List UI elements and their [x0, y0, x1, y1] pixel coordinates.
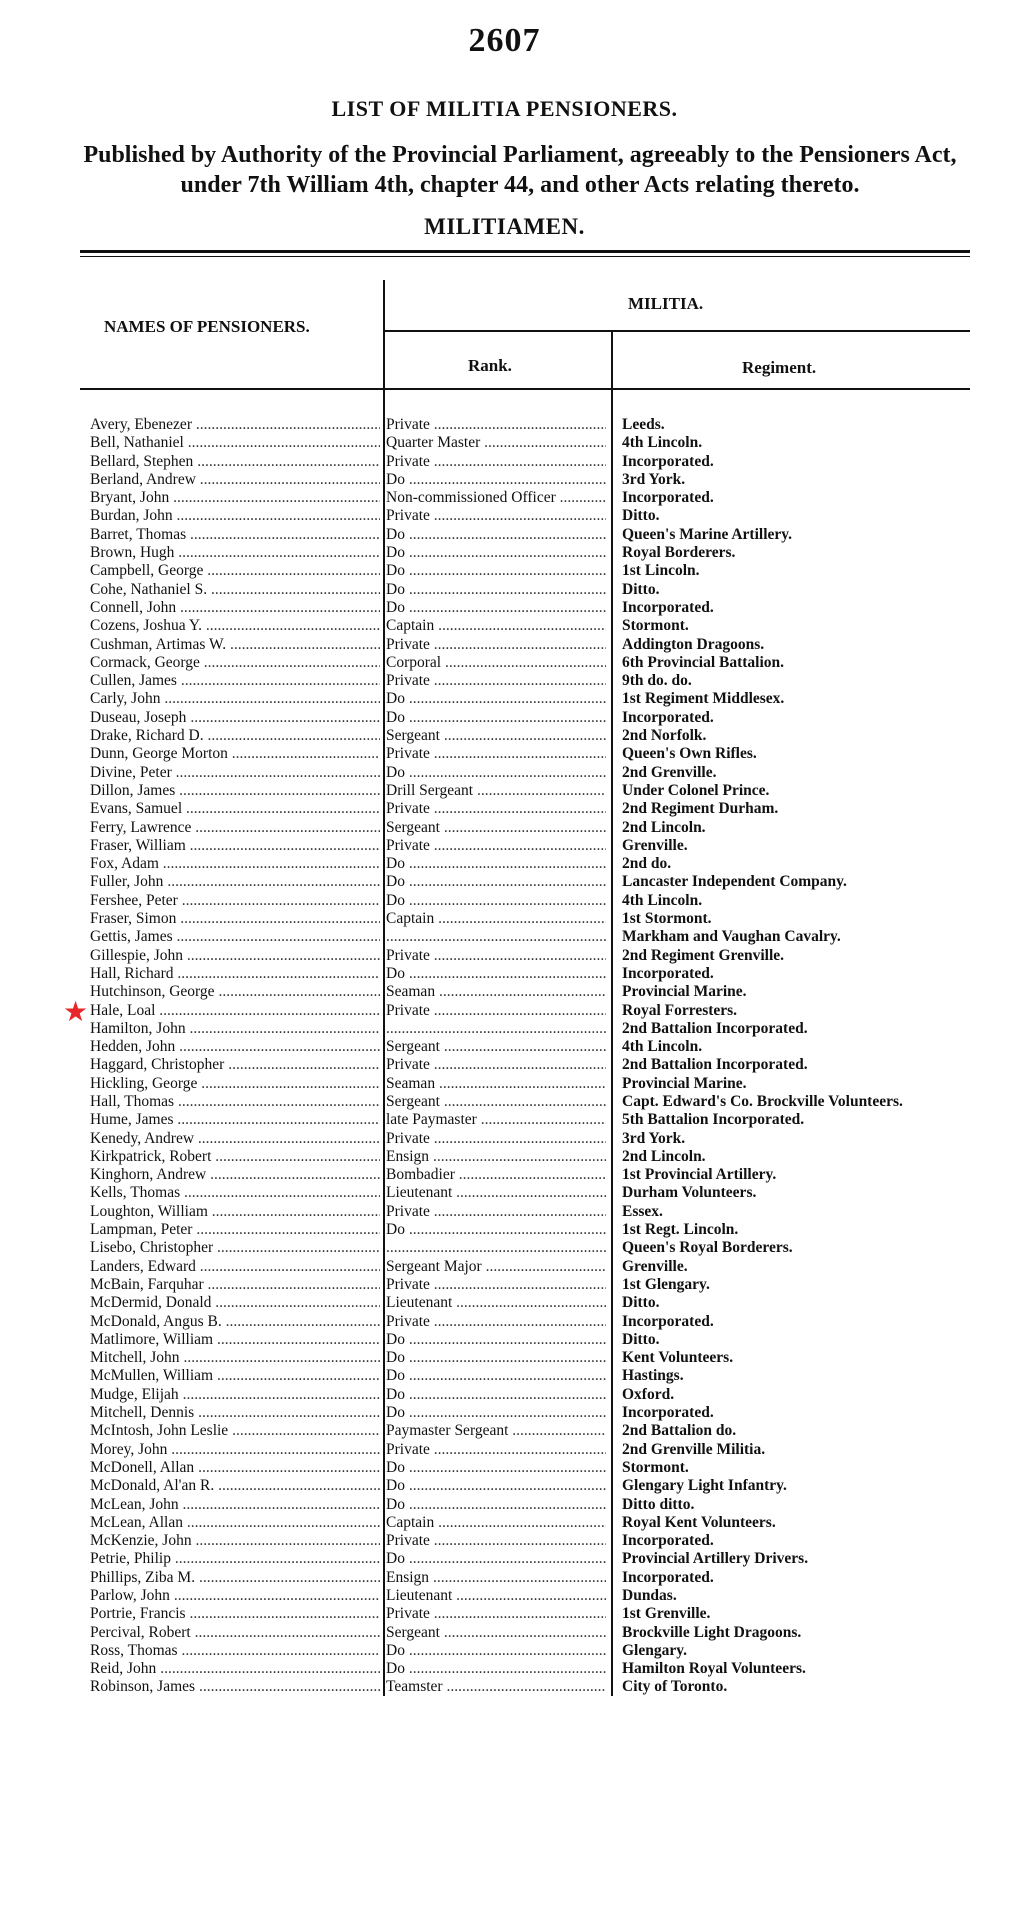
pensioner-rank: Sergeant ..... — [386, 727, 606, 745]
pensioner-name: McLean, John ..... — [90, 1496, 380, 1514]
names-header: NAMES OF PENSIONERS. — [104, 317, 310, 336]
pensioner-regiment: 6th Provincial Battalion. — [622, 653, 785, 671]
pensioner-name: Cohe, Nathaniel S. ..... — [90, 581, 380, 599]
pensioner-regiment: 1st Stormont. — [622, 910, 712, 928]
pensioner-rank: Sergeant ..... — [386, 819, 606, 837]
pensioner-name: Kirkpatrick, Robert ..... — [90, 1148, 380, 1166]
pensioner-name: McDermid, Donald ..... — [90, 1294, 380, 1312]
pensioner-rank: Teamster ..... — [386, 1678, 606, 1696]
pensioner-name: Duseau, Joseph ..... — [90, 709, 380, 727]
pensioner-rank: Do ..... — [386, 599, 606, 617]
militia-header: MILITIA. — [628, 294, 704, 313]
pensioner-regiment: Grenville. — [622, 1257, 688, 1275]
pensioner-name: McDonell, Allan ..... — [90, 1459, 380, 1477]
pensioner-name: Robinson, James ..... — [90, 1678, 380, 1696]
pensioner-name: Evans, Samuel ..... — [90, 800, 380, 818]
pensioner-regiment: 2nd Regiment Grenville. — [622, 946, 785, 964]
pensioner-name: Lampman, Peter ..... — [90, 1221, 380, 1239]
pensioner-name: Dillon, James ..... — [90, 782, 380, 800]
pensioner-regiment: Stormont. — [622, 1458, 689, 1476]
pensioner-rank — [386, 1020, 606, 1038]
pensioner-regiment: 2nd do. — [622, 855, 672, 873]
pensioner-regiment: Lancaster Independent Company. — [622, 873, 847, 891]
pensioner-regiment: Provincial Marine. — [622, 983, 747, 1001]
pensioner-rank: Sergeant ..... — [386, 1093, 606, 1111]
pensioner-name: Hume, James ..... — [90, 1111, 380, 1129]
pensioner-name: Portrie, Francis ..... — [90, 1605, 380, 1623]
pensioner-name: McBain, Farquhar ..... — [90, 1276, 380, 1294]
pensioner-name: Fershee, Peter ..... — [90, 892, 380, 910]
pensioner-rank: Do ..... — [386, 471, 606, 489]
pensioner-rank: Corporal ..... — [386, 654, 606, 672]
pensioner-regiment: Incorporated. — [622, 1404, 714, 1422]
pensioner-regiment: 1st Provincial Artillery. — [622, 1166, 777, 1184]
pensioner-name: Reid, John ..... — [90, 1660, 380, 1678]
header-rule-top — [80, 250, 970, 253]
pensioner-rank: Private ..... — [386, 1441, 606, 1459]
pensioner-rank: Do ..... — [386, 1459, 606, 1477]
pensioner-name: Gettis, James ..... — [90, 928, 380, 946]
rank-column — [386, 416, 606, 1697]
pensioner-name: Hutchinson, George ..... — [90, 983, 380, 1001]
column-divider-rank — [611, 332, 613, 1696]
pensioner-name: Gillespie, John ..... — [90, 947, 380, 965]
pensioner-name: Fox, Adam ..... — [90, 855, 380, 873]
pensioner-rank: Private ..... — [386, 800, 606, 818]
pensioner-rank: Captain ..... — [386, 617, 606, 635]
pensioner-regiment: 1st Glengary. — [622, 1275, 710, 1293]
pensioner-regiment: 1st Lincoln. — [622, 562, 700, 580]
pensioner-regiment: 3rd York. — [622, 1129, 686, 1147]
pensioner-rank: Do ..... — [386, 581, 606, 599]
pensioner-regiment: Incorporated. — [622, 598, 714, 616]
pensioner-name: Avery, Ebenezer ..... — [90, 416, 380, 434]
pensioner-regiment: Brockville Light Dragoons. — [622, 1623, 802, 1641]
pensioner-rank: Sergeant ..... — [386, 1038, 606, 1056]
pensioner-rank: Do ..... — [386, 1349, 606, 1367]
pensioner-name: Cozens, Joshua Y. ..... — [90, 617, 380, 635]
pensioner-rank: Lieutenant ..... — [386, 1184, 606, 1202]
pensioner-rank: Ensign ..... — [386, 1569, 606, 1587]
pensioner-regiment: Incorporated. — [622, 1532, 714, 1550]
pensioner-regiment: Essex. — [622, 1202, 663, 1220]
pensioner-rank — [386, 1239, 606, 1257]
pensioner-name: Hale, Loal ..... — [90, 1002, 380, 1020]
pensioner-rank: Do ..... — [386, 562, 606, 580]
pensioner-rank: Drill Sergeant ..... — [386, 782, 606, 800]
pensioner-name: Hickling, George ..... — [90, 1075, 380, 1093]
pensioner-regiment: 9th do. do. — [622, 672, 692, 690]
header-rule-thin — [80, 256, 970, 257]
pensioner-rank: Do ..... — [386, 892, 606, 910]
page-subtitle: Published by Authority of the Provincial Parliament, agreeably to the Pensioners Act, under 7th William 4th, chapter 44, and other Acts relating thereto. — [83, 142, 957, 198]
pensioner-rank: Private ..... — [386, 1605, 606, 1623]
pensioner-rank: Private ..... — [386, 416, 606, 434]
pensioner-regiment: City of Toronto. — [622, 1678, 728, 1696]
pensioner-regiment: 2nd Grenville. — [622, 763, 717, 781]
regiment-header: Regiment. — [742, 358, 817, 377]
pensioner-rank: Private ..... — [386, 745, 606, 763]
pensioner-name: Kenedy, Andrew ..... — [90, 1130, 380, 1148]
section-heading: MILITIAMEN. — [424, 214, 585, 239]
pensioner-rank: Quarter Master ..... — [386, 434, 606, 452]
pensioner-rank: Do ..... — [386, 965, 606, 983]
pensioner-name: Connell, John ..... — [90, 599, 380, 617]
pensioner-regiment: Queen's Own Rifles. — [622, 745, 757, 763]
pensioner-name: Mitchell, Dennis ..... — [90, 1404, 380, 1422]
pensioner-regiment: 2nd Grenville Militia. — [622, 1440, 766, 1458]
pensioner-regiment: Ditto ditto. — [622, 1495, 695, 1513]
pensioner-rank: Ensign ..... — [386, 1148, 606, 1166]
pensioner-name: Divine, Peter ..... — [90, 764, 380, 782]
pensioner-rank: Do ..... — [386, 1477, 606, 1495]
pensioner-regiment: Leeds. — [622, 416, 665, 433]
pensioner-rank: Seaman ..... — [386, 983, 606, 1001]
pensioner-regiment: 2nd Norfolk. — [622, 727, 707, 745]
pensioner-regiment: Incorporated. — [622, 452, 714, 470]
pensioner-name: Hedden, John ..... — [90, 1038, 380, 1056]
pensioner-rank: Private ..... — [386, 947, 606, 965]
pensioner-rank: Private ..... — [386, 1203, 606, 1221]
pensioner-name: Loughton, William ..... — [90, 1203, 380, 1221]
pensioner-name: Percival, Robert ..... — [90, 1624, 380, 1642]
pensioner-regiment: Kent Volunteers. — [622, 1349, 734, 1367]
pensioner-name: Petrie, Philip ..... — [90, 1550, 380, 1568]
column-divider-names — [383, 280, 385, 1696]
pensioner-rank: Do ..... — [386, 709, 606, 727]
pensioner-regiment: Markham and Vaughan Cavalry. — [622, 928, 841, 946]
pensioner-name: Cushman, Artimas W. ..... — [90, 636, 380, 654]
pensioner-name: Burdan, John ..... — [90, 507, 380, 525]
pensioner-rank: Do ..... — [386, 544, 606, 562]
pensioner-rank: Do ..... — [386, 1496, 606, 1514]
pensioner-rank: Private ..... — [386, 1276, 606, 1294]
pensioner-name: Kells, Thomas ..... — [90, 1184, 380, 1202]
pensioner-name: Hall, Thomas ..... — [90, 1093, 380, 1111]
pensioner-rank: Do ..... — [386, 1550, 606, 1568]
pensioner-regiment: Stormont. — [622, 617, 689, 635]
pensioner-regiment: Provincial Artillery Drivers. — [622, 1550, 809, 1568]
pensioner-regiment: Incorporated. — [622, 1312, 714, 1330]
pensioner-name: Parlow, John ..... — [90, 1587, 380, 1605]
pensioner-regiment: Glengary Light Infantry. — [622, 1477, 787, 1495]
pensioner-rank: Private ..... — [386, 507, 606, 525]
pensioner-rank: Sergeant ..... — [386, 1624, 606, 1642]
pensioner-name: Phillips, Ziba M. ..... — [90, 1569, 380, 1587]
pensioner-regiment: Royal Forresters. — [622, 1001, 738, 1019]
pensioner-regiment: 4th Lincoln. — [622, 434, 703, 452]
pensioner-regiment: Incorporated. — [622, 708, 714, 726]
pensioner-name: Lisebo, Christopher ..... — [90, 1239, 380, 1257]
pensioner-regiment: Queen's Marine Artillery. — [622, 525, 793, 543]
pensioner-name: Landers, Edward ..... — [90, 1258, 380, 1276]
pensioner-regiment: Ditto. — [622, 1294, 660, 1312]
pensioner-regiment: 2nd Battalion Incorporated. — [622, 1019, 808, 1037]
pensioner-regiment: Glengary. — [622, 1641, 688, 1659]
pensioner-rank: Do ..... — [386, 690, 606, 708]
pensioner-name: Cormack, George ..... — [90, 654, 380, 672]
pensioner-regiment: Dundas. — [622, 1587, 677, 1604]
pensioner-rank: Private ..... — [386, 453, 606, 471]
pensioner-name: Mitchell, John ..... — [90, 1349, 380, 1367]
pensioner-name: Ferry, Lawrence ..... — [90, 819, 380, 837]
pensioner-rank: Private ..... — [386, 636, 606, 654]
pensioner-name: Matlimore, William ..... — [90, 1331, 380, 1349]
pensioner-regiment: Royal Kent Volunteers. — [622, 1513, 776, 1531]
pensioner-name: Morey, John ..... — [90, 1441, 380, 1459]
pensioner-name: Berland, Andrew ..... — [90, 471, 380, 489]
pensioner-name: Drake, Richard D. ..... — [90, 727, 380, 745]
pensioner-name: Kinghorn, Andrew ..... — [90, 1166, 380, 1184]
pensioner-name: McKenzie, John ..... — [90, 1532, 380, 1550]
pensioner-regiment: Royal Borderers. — [622, 544, 736, 562]
pensioner-rank: Do ..... — [386, 1386, 606, 1404]
pensioner-name: Mudge, Elijah ..... — [90, 1386, 380, 1404]
pensioner-rank: Do ..... — [386, 1642, 606, 1660]
pensioner-rank: Do ..... — [386, 1331, 606, 1349]
pensioner-name: Fuller, John ..... — [90, 873, 380, 891]
pensioner-regiment: 4th Lincoln. — [622, 891, 703, 909]
pensioner-regiment: 2nd Lincoln. — [622, 1147, 706, 1165]
pensioner-name: McDonald, Angus B. ..... — [90, 1313, 380, 1331]
pensioner-rank: Paymaster Sergeant ..... — [386, 1422, 606, 1440]
pensioner-regiment: 4th Lincoln. — [622, 1038, 703, 1056]
pensioner-regiment: Grenville. — [622, 836, 688, 854]
pensioner-name: Ross, Thomas ..... — [90, 1642, 380, 1660]
pensioner-regiment: 5th Battalion Incorporated. — [622, 1111, 805, 1129]
pensioner-name: Carly, John ..... — [90, 690, 380, 708]
pensioner-rank: Private ..... — [386, 1313, 606, 1331]
pensioner-rank: Non-commissioned Officer ..... — [386, 489, 606, 507]
pensioner-name: Bellard, Stephen ..... — [90, 453, 380, 471]
pensioner-rank: Do ..... — [386, 1221, 606, 1239]
pensioner-rank: Captain ..... — [386, 910, 606, 928]
pensioner-rank: Private ..... — [386, 1532, 606, 1550]
pensioner-regiment: 1st Regiment Middlesex. — [622, 690, 785, 708]
pensioner-regiment: 2nd Regiment Durham. — [622, 800, 779, 818]
pensioner-name: McMullen, William ..... — [90, 1367, 380, 1385]
pensioner-rank: Private ..... — [386, 1130, 606, 1148]
pensioner-regiment: Hamilton Royal Volunteers. — [622, 1660, 806, 1678]
column-header-rule — [80, 388, 970, 390]
pensioner-rank: Sergeant Major ..... — [386, 1258, 606, 1276]
pensioner-rank: Lieutenant ..... — [386, 1587, 606, 1605]
militia-rule — [385, 330, 970, 332]
pensioner-regiment: Oxford. — [622, 1385, 675, 1403]
pensioner-regiment: Ditto. — [622, 580, 660, 598]
pensioner-rank — [386, 928, 606, 946]
pensioner-name: Barret, Thomas ..... — [90, 526, 380, 544]
pensioner-regiment: Provincial Marine. — [622, 1074, 747, 1092]
pensioner-regiment: Addington Dragoons. — [622, 635, 765, 653]
pensioner-regiment: Hastings. — [622, 1367, 684, 1385]
pensioner-name: Hamilton, John ..... — [90, 1020, 380, 1038]
pensioner-regiment: Ditto. — [622, 507, 660, 525]
pensioner-regiment: 2nd Battalion Incorporated. — [622, 1056, 808, 1074]
pensioner-rank: Do ..... — [386, 1660, 606, 1678]
pensioner-name: Cullen, James ..... — [90, 672, 380, 690]
pensioner-rank: Private ..... — [386, 672, 606, 690]
pensioner-name: Bell, Nathaniel ..... — [90, 434, 380, 452]
pensioner-regiment: Queen's Royal Borderers. — [622, 1239, 793, 1257]
pensioner-regiment: Under Colonel Prince. — [622, 781, 770, 799]
rank-header: Rank. — [468, 356, 512, 375]
pensioner-rank: Private ..... — [386, 1002, 606, 1020]
page-title: LIST OF MILITIA PENSIONERS. — [331, 96, 678, 121]
pensioner-name: McIntosh, John Leslie ..... — [90, 1422, 380, 1440]
pensioner-rank: Lieutenant ..... — [386, 1294, 606, 1312]
pensioner-name: Dunn, George Morton ..... — [90, 745, 380, 763]
pensioner-regiment: Capt. Edward's Co. Brockville Volunteers. — [622, 1092, 903, 1110]
pensioner-rank: Private ..... — [386, 837, 606, 855]
pensioner-name: Hall, Richard ..... — [90, 965, 380, 983]
regiment-column — [622, 416, 977, 1697]
pensioner-rank: late Paymaster ..... — [386, 1111, 606, 1129]
pensioner-names-column — [90, 416, 380, 1697]
pensioner-regiment: 2nd Battalion do. — [622, 1422, 737, 1440]
pensioner-name: Haggard, Christopher ..... — [90, 1056, 380, 1074]
pensioner-rank: Seaman ..... — [386, 1075, 606, 1093]
pensioner-rank: Private ..... — [386, 1056, 606, 1074]
pensioner-name: Fraser, William ..... — [90, 837, 380, 855]
pensioner-regiment: 2nd Lincoln. — [622, 818, 706, 836]
pensioner-regiment: Incorporated. — [622, 964, 714, 982]
pensioner-regiment: Ditto. — [622, 1330, 660, 1348]
pensioner-rank: Do ..... — [386, 526, 606, 544]
pensioner-name: McLean, Allan ..... — [90, 1514, 380, 1532]
pensioner-name: Campbell, George ..... — [90, 562, 380, 580]
pensioner-rank: Do ..... — [386, 1404, 606, 1422]
pensioner-regiment: 3rd York. — [622, 470, 686, 488]
pensioner-rank: Do ..... — [386, 1367, 606, 1385]
pensioner-name: Fraser, Simon ..... — [90, 910, 380, 928]
star-marker-icon: ★ — [63, 997, 89, 1028]
pensioner-name: Bryant, John ..... — [90, 489, 380, 507]
pensioner-rank: Do ..... — [386, 764, 606, 782]
pensioner-regiment: 1st Regt. Lincoln. — [622, 1221, 739, 1239]
pensioner-regiment: Incorporated. — [622, 489, 714, 507]
pensioner-rank: Do ..... — [386, 855, 606, 873]
pensioner-regiment: Durham Volunteers. — [622, 1184, 757, 1202]
pensioner-name: McDonald, Al'an R. ..... — [90, 1477, 380, 1495]
pensioner-rank: Captain ..... — [386, 1514, 606, 1532]
pensioner-name: Brown, Hugh ..... — [90, 544, 380, 562]
pensioner-regiment: 1st Grenville. — [622, 1605, 711, 1623]
pensioner-rank: Bombadier ..... — [386, 1166, 606, 1184]
pensioner-rank: Do ..... — [386, 873, 606, 891]
pensioner-regiment: Incorporated. — [622, 1568, 714, 1586]
page-number: 2607 — [468, 22, 541, 59]
